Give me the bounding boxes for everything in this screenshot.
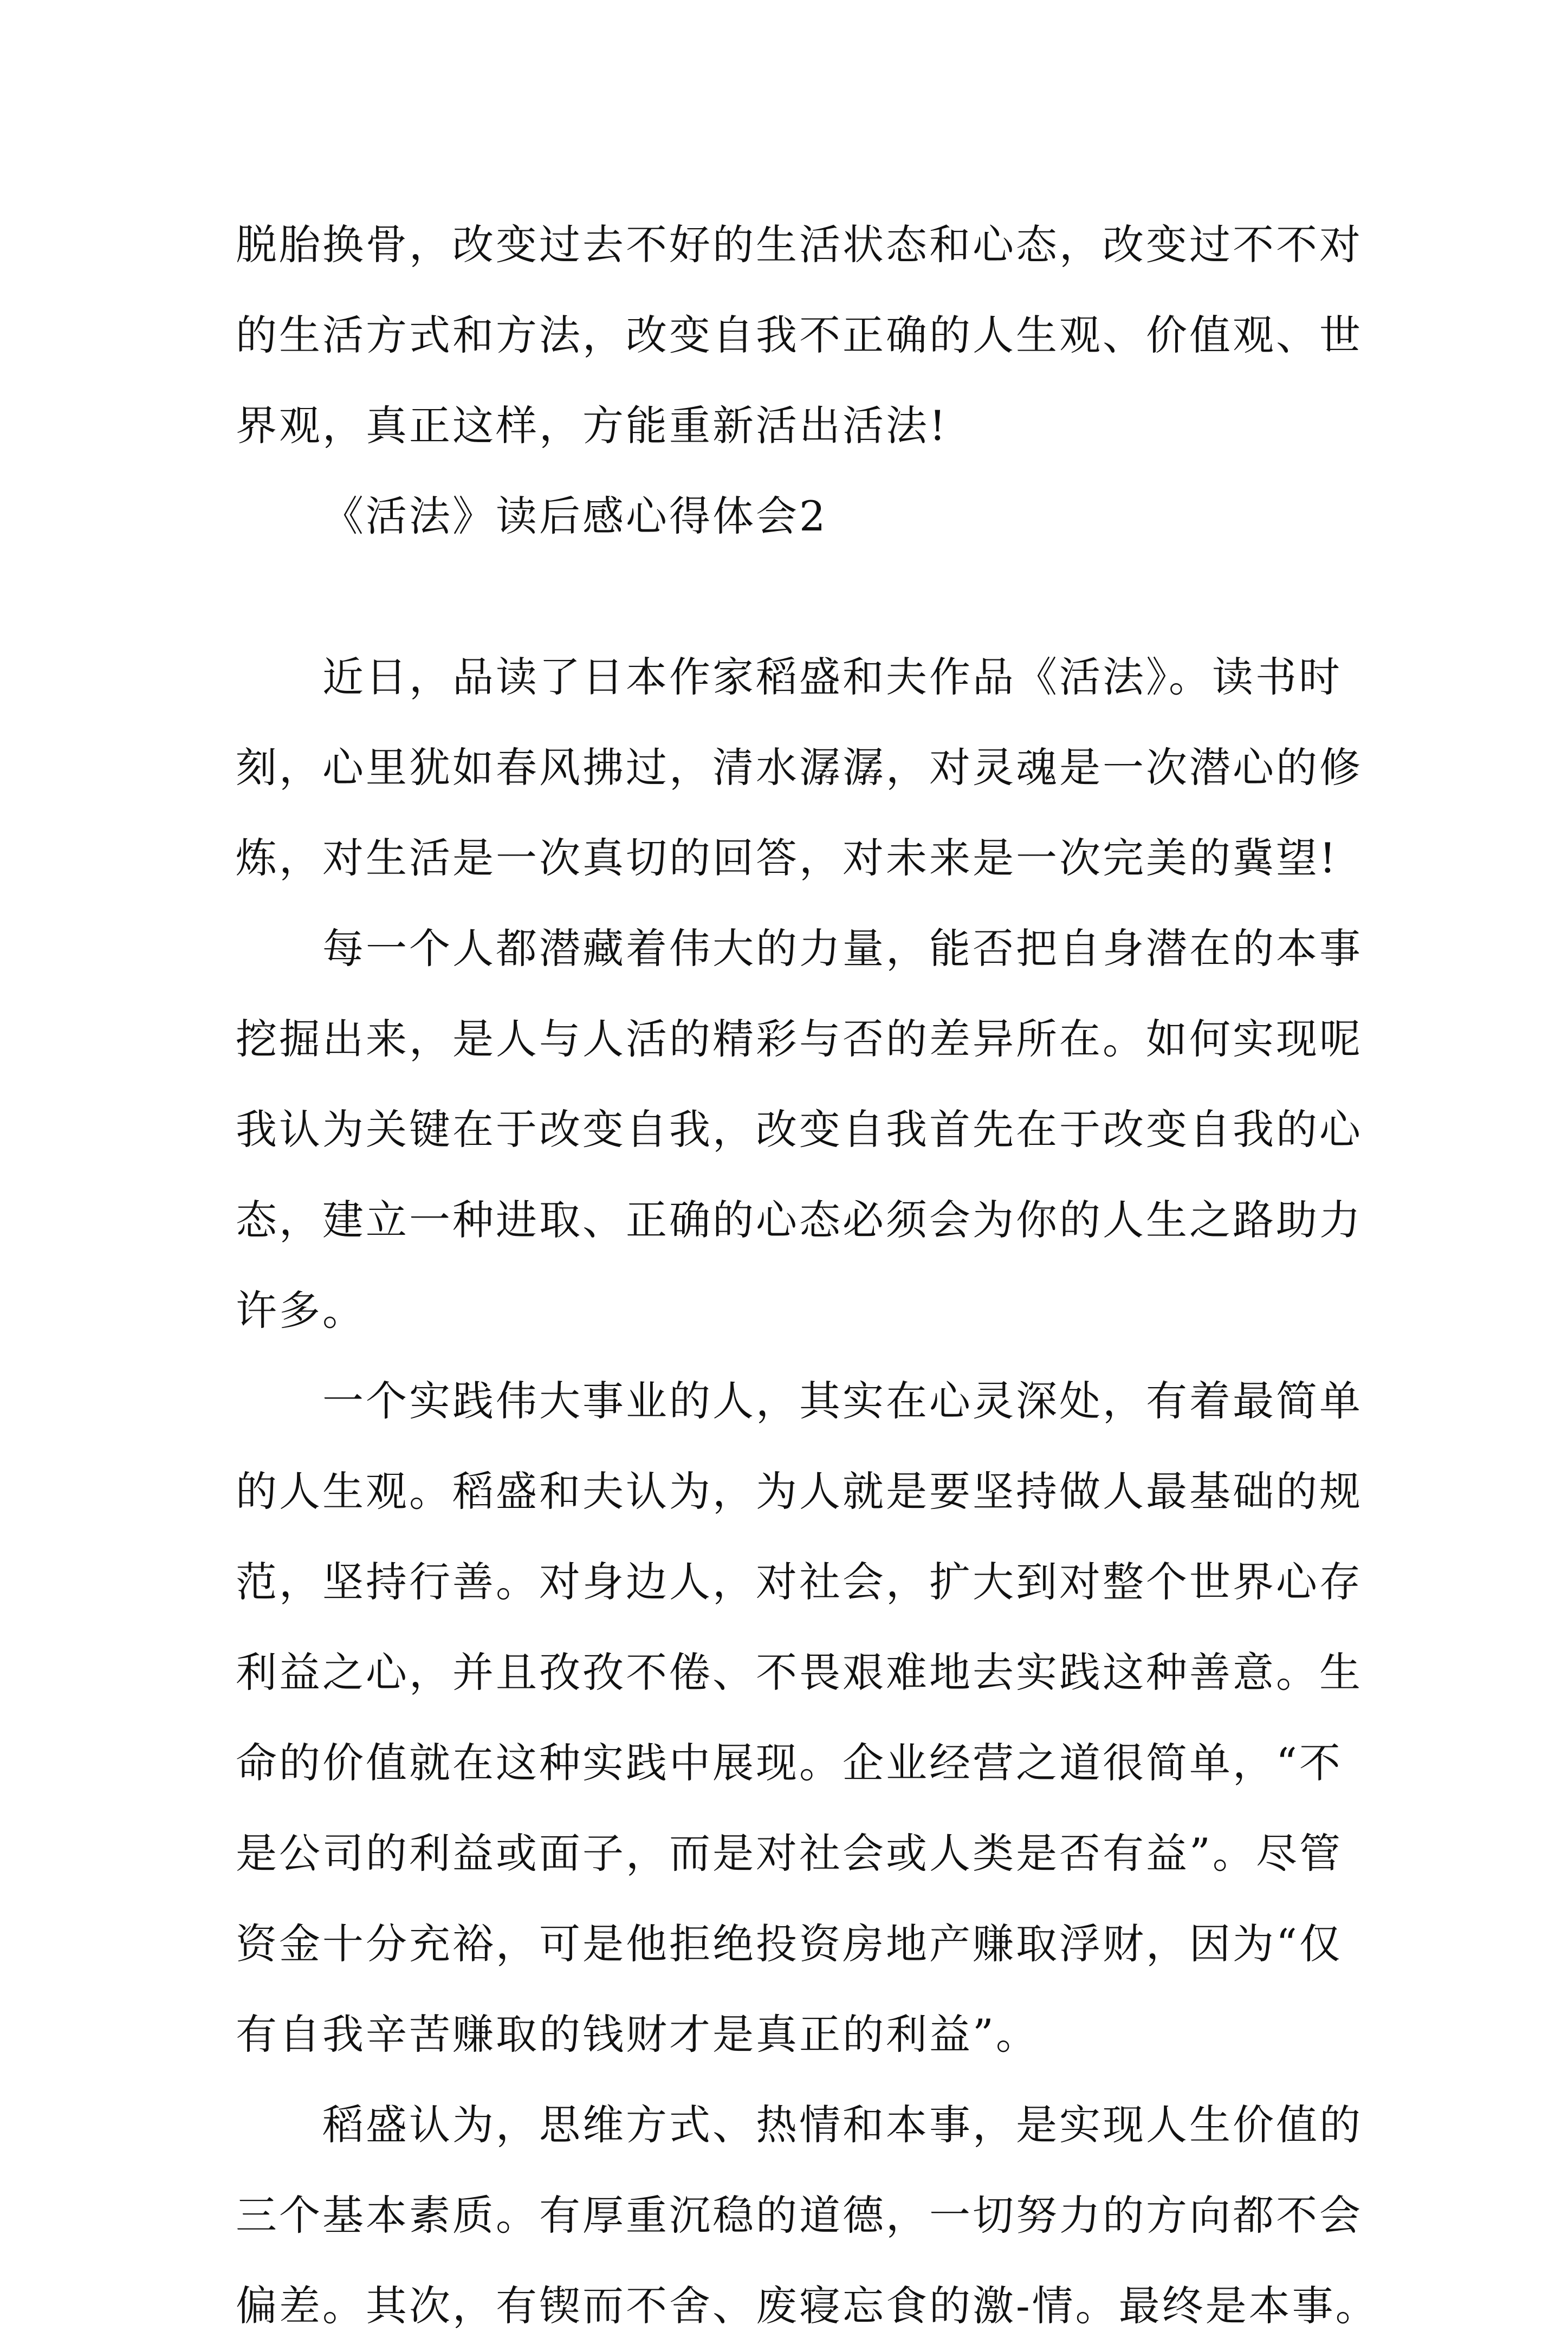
text-line: 一个实践伟大事业的人，其实在心灵深处，有着最简单 (322, 1377, 1363, 1425)
text-line: 有自我辛苦赚取的钱财才是真正的利益”。 (236, 2010, 1039, 2058)
text-line: 炼，对生活是一次真切的回答，对未来是一次完美的冀望! (236, 834, 1338, 882)
text-line: 三个基本素质。有厚重沉稳的道德，一切努力的方向都不会 (236, 2191, 1363, 2239)
text-line: 界观，真正这样，方能重新活出活法! (236, 401, 948, 450)
text-line: 许多。 (236, 1286, 366, 1335)
intro-paragraph (236, 199, 1373, 471)
text-line: 资金十分充裕，可是他拒绝投资房地产赚取浮财，因为“仅 (236, 1920, 1343, 1968)
text-line: 我认为关键在于改变自我，改变自我首先在于改变自我的心 (236, 1105, 1363, 1154)
text-line: 态，建立一种进取、正确的心态必须会为你的人生之路助力 (236, 1196, 1363, 1244)
text-line: 的人生观。稻盛和夫认为，为人就是要坚持做人最基础的规 (236, 1467, 1363, 1515)
paragraph-3 (236, 1356, 1373, 2080)
text-line: 刻，心里犹如春风拂过，清水潺潺，对灵魂是一次潜心的修 (236, 743, 1363, 792)
section-title: 《活法》读后感心得体会2 (322, 492, 828, 540)
paragraph-2 (236, 903, 1373, 1356)
text-line: 偏差。其次，有锲而不舍、废寝忘食的激-情。最终是本事。 (236, 2282, 1379, 2330)
text-line: 命的价值就在这种实践中展现。企业经营之道很简单，“不 (236, 1739, 1343, 1787)
blank-spacer (236, 561, 1373, 632)
text-line: 的生活方式和方法，改变自我不正确的人生观、价值观、世 (236, 311, 1363, 359)
text-line: 挖掘出来，是人与人活的精彩与否的差异所在。如何实现呢 (236, 1015, 1363, 1063)
document-body (236, 199, 1379, 2351)
text-line: 范，坚持行善。对身边人，对社会，扩大到对整个世界心存 (236, 1558, 1363, 1606)
text-line: 近日，品读了日本作家稻盛和夫作品《活法》。读书时 (322, 653, 1342, 701)
text-line: 每一个人都潜藏着伟大的力量，能否把自身潜在的本事 (322, 924, 1363, 973)
paragraph-4 (236, 2080, 1379, 2351)
paragraph-1 (236, 632, 1373, 903)
text-line: 稻盛认为，思维方式、热情和本事，是实现人生价值的 (322, 2101, 1363, 2149)
text-line: 脱胎换骨，改变过去不好的生活状态和心态，改变过不不对 (236, 221, 1363, 269)
text-line: 利益之心，并且孜孜不倦、不畏艰难地去实践这种善意。生 (236, 1648, 1363, 1696)
text-line: 是公司的利益或面子，而是对社会或人类是否有益”。尽管 (236, 1829, 1343, 1877)
